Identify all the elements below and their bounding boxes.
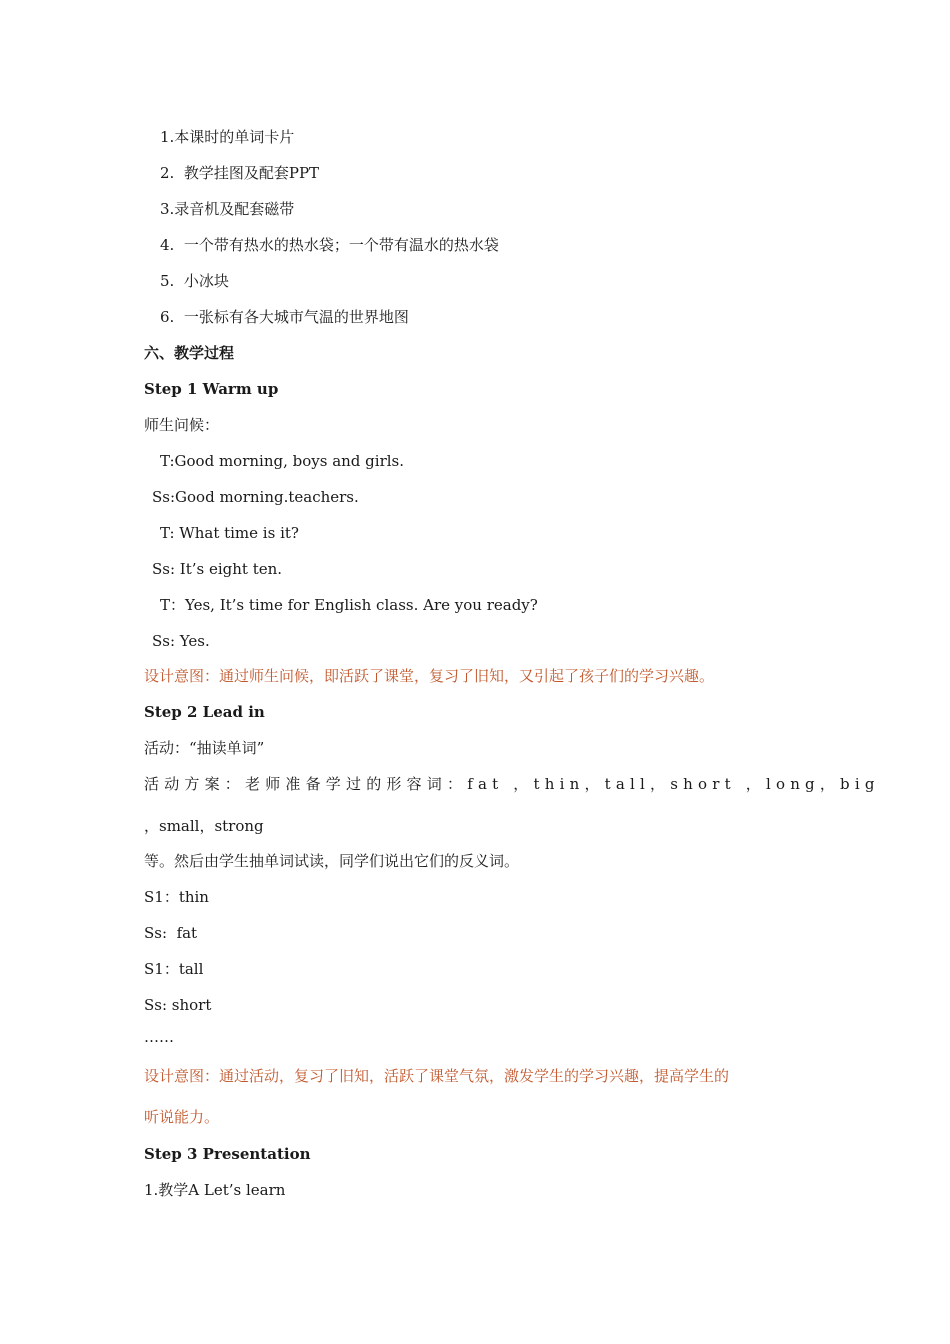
material-item-3: 3.录音机及配套磁带 — [160, 200, 295, 218]
step2-plan-line-3: 等。然后由学生抽单词试读，同学们说出它们的反义词。 — [144, 852, 520, 870]
material-item-2: 2. 教学挂图及配套PPT — [160, 164, 320, 182]
step1-dialogue-line-3: T: What time is it? — [160, 524, 299, 542]
step2-dialogue-line-4: Ss: short — [144, 996, 212, 1014]
step3-item-1: 1.教学A Let’s learn — [144, 1181, 286, 1199]
step1-intro: 师生问候： — [144, 416, 220, 434]
material-item-6: 6. 一张标有各大城市气温的世界地图 — [160, 308, 409, 326]
step2-design-intent-line-1: 设计意图：通过活动，复习了旧知，活跃了课堂气氛，激发学生的学习兴趣，提高学生的 — [144, 1067, 730, 1085]
step2-design-intent-line-2: 听说能力。 — [144, 1108, 220, 1126]
step2-activity: 活动：“抽读单词” — [144, 739, 265, 757]
step2-dialogue-line-1: S1：thin — [144, 888, 209, 906]
step1-title: Step 1 Warm up — [144, 380, 279, 398]
step2-plan-line-2: ，small，strong — [144, 817, 264, 835]
section-heading: 六、教学过程 — [144, 344, 235, 362]
material-item-4: 4. 一个带有热水的热水袋；一个带有温水的热水袋 — [160, 236, 499, 254]
material-item-5: 5. 小冰块 — [160, 272, 229, 290]
step2-ellipsis: …… — [144, 1028, 174, 1046]
step1-dialogue-line-1: T:Good morning, boys and girls. — [160, 452, 404, 470]
step1-dialogue-line-2: Ss:Good morning.teachers. — [152, 488, 359, 506]
step2-plan-line-1: 活动方案：老师准备学过的形容词：fat ，thin，tall，short ，long，big — [144, 775, 880, 793]
step3-title: Step 3 Presentation — [144, 1145, 311, 1163]
step2-dialogue-line-2: Ss: fat — [144, 924, 198, 942]
step1-dialogue-line-6: Ss: Yes. — [152, 632, 210, 650]
material-item-1: 1.本课时的单词卡片 — [160, 128, 295, 146]
step2-dialogue-line-3: S1：tall — [144, 960, 204, 978]
step2-title: Step 2 Lead in — [144, 703, 265, 721]
step1-design-intent: 设计意图：通过师生问候，即活跃了课堂，复习了旧知，又引起了孩子们的学习兴趣。 — [144, 667, 715, 685]
step1-dialogue-line-4: Ss: It’s eight ten. — [152, 560, 283, 578]
step1-dialogue-line-5: T：Yes, It’s time for English class. Are you ready? — [160, 596, 538, 614]
